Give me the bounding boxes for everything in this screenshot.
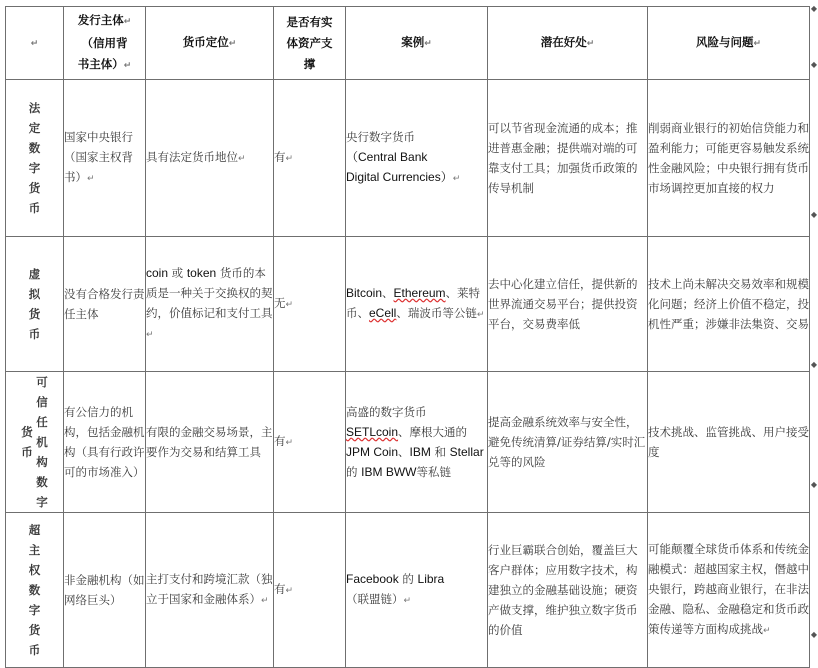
risks-text: 可能颠覆全球货币体系和传统金融模式：超越国家主权，僭越中央银行，跨越商业银行，在非法金融、隐私、金融稳定和货币政策传递等方面构成挑战 — [648, 542, 809, 636]
benefits-text: 行业巨霸联合创始，覆盖巨大客户群体；应用数字技术，构建独立的金融基础设施；硬资产做支撑，维护独立数字货币的价值 — [488, 543, 638, 637]
paragraph-mark: ↵ — [452, 174, 461, 184]
case-facebook: Facebook — [346, 572, 399, 586]
risks-cell — [648, 513, 810, 668]
header-issuer-line2: （信用背 — [81, 35, 128, 50]
case-bitcoin: Bitcoin — [346, 286, 383, 300]
positioning-text-or: 或 — [168, 266, 187, 280]
case-of: 的 — [398, 572, 418, 586]
row-label-virtual-currency — [6, 237, 64, 372]
case-ethereum: Ethereum — [393, 286, 446, 300]
issuer-cell — [64, 513, 146, 668]
header-positioning — [146, 7, 274, 80]
table-row — [6, 237, 810, 372]
paragraph-mark: ↵ — [123, 60, 132, 71]
case-and: 和 — [430, 445, 450, 459]
issuer-cell — [64, 237, 146, 372]
header-asset-backing-label: 是否有实体资产支撑 — [286, 14, 333, 71]
header-cases-label: 案例 — [401, 34, 425, 49]
issuer-text: 有公信力的机构，包括金融机构（具有行政许可的市场准入） — [64, 405, 145, 479]
risks-cell — [648, 80, 810, 237]
header-asset-backing — [274, 7, 346, 80]
positioning-text-token: token — [186, 266, 217, 280]
risks-text: 削弱商业银行的初始信贷能力和盈利能力；可能更容易触发系统性金融风险；中央银行拥有货币市场调控更加直接的权力 — [648, 121, 809, 195]
benefits-text: 去中心化建立信任，提供新的世界流通交易平台；提供投资平台，交易费率低 — [488, 277, 638, 331]
risks-cell — [648, 372, 810, 513]
asset-text: 有 — [274, 582, 286, 596]
paragraph-mark: ↵ — [123, 16, 132, 27]
case-of: 的 — [346, 465, 362, 479]
case-ibm: IBM — [409, 445, 431, 459]
asset-cell — [274, 237, 346, 372]
paragraph-mark: ↵ — [261, 596, 269, 606]
case-jpm-coin: JPM Coin — [346, 445, 399, 459]
header-cases — [346, 7, 488, 80]
benefits-cell — [488, 372, 648, 513]
case-litecoin: 、莱特币、 — [346, 286, 481, 320]
header-risks-label: 风险与问题 — [695, 34, 754, 49]
case-text-line3: Digital Currencies） — [346, 170, 453, 184]
case-consortium-chain: （联盟链） — [346, 592, 404, 606]
asset-cell — [274, 513, 346, 668]
case-cell — [346, 372, 488, 513]
table-row — [6, 372, 810, 513]
case-stellar: Stellar — [449, 445, 484, 459]
row-end-marker: ◆ — [810, 360, 817, 369]
benefits-cell — [488, 513, 648, 668]
paragraph-mark: ↵ — [238, 154, 246, 164]
row-end-marker: ◆ — [810, 480, 817, 489]
digital-currency-comparison-table — [5, 6, 810, 668]
case-libra: Libra — [417, 572, 445, 586]
case-sep: 、 — [382, 286, 394, 300]
case-cell — [346, 513, 488, 668]
asset-text: 有 — [274, 150, 286, 164]
paragraph-mark: ↵ — [228, 38, 237, 49]
benefits-text: 可以节省现金流通的成本；推进普惠金融；提供端对端的可靠支付工具；加强货币政策的传导机制 — [488, 121, 638, 195]
case-goldman: 高盛的数字货币 — [346, 405, 427, 419]
header-benefits-label: 潜在好处 — [540, 34, 587, 49]
table-row — [6, 513, 810, 668]
case-setlcoin: SETLcoin — [346, 425, 399, 439]
asset-text: 无 — [274, 296, 286, 310]
row-label-text: 虚拟货币 — [28, 267, 41, 341]
paragraph-mark: ↵ — [285, 438, 294, 448]
row-label-text-part1: 可信任机构数字 — [36, 375, 48, 509]
paragraph-mark: ↵ — [87, 174, 95, 184]
paragraph-mark: ↵ — [146, 330, 154, 340]
benefits-text: 提高金融系统效率与安全性，避免传统清算/证券结算/实时汇兑等的风险 — [488, 415, 646, 469]
case-cell — [346, 237, 488, 372]
issuer-text: 国家中央银行（国家主权背书） — [64, 130, 133, 184]
row-end-marker: ◆ — [810, 630, 817, 639]
case-ripple: 、瑞波币等公链 — [396, 306, 477, 320]
paragraph-mark: ↵ — [424, 38, 432, 49]
header-risks — [648, 7, 810, 80]
benefits-cell — [488, 237, 648, 372]
row-end-marker: ◆ — [810, 60, 817, 69]
positioning-text-coin: coin — [146, 266, 169, 280]
header-benefits — [488, 7, 648, 80]
row-label-text: 法定数字货币 — [28, 101, 41, 215]
benefits-cell — [488, 80, 648, 237]
table-header-row — [6, 7, 810, 80]
positioning-cell — [146, 80, 274, 237]
paragraph-mark: ↵ — [763, 626, 771, 636]
paragraph-mark: ↵ — [285, 154, 294, 164]
paragraph-mark: ↵ — [285, 586, 294, 596]
table-row — [6, 80, 810, 237]
row-end-marker: ◆ — [810, 210, 817, 219]
positioning-text: 有限的金融交易场景，主要作为交易和结算工具 — [146, 425, 273, 459]
case-private-chain: 等私链 — [416, 465, 451, 479]
header-issuer-line1: 发行主体 — [77, 12, 124, 27]
row-label-supra-sovereign-currency — [6, 513, 64, 668]
asset-cell — [274, 372, 346, 513]
paragraph-mark: ↵ — [403, 596, 412, 606]
issuer-text: 没有合格发行责任主体 — [64, 287, 145, 321]
header-issuer-line3: 书主体） — [77, 56, 124, 71]
case-text-line2: （Central Bank — [346, 150, 428, 164]
positioning-text: 具有法定货币地位 — [146, 150, 238, 164]
issuer-cell — [64, 80, 146, 237]
risks-text: 技术挑战、监管挑战、用户接受度 — [648, 425, 809, 459]
positioning-text: 主打支付和跨境汇款（独立于国家和金融体系） — [146, 572, 273, 606]
paragraph-mark: ↵ — [476, 310, 485, 320]
positioning-cell — [146, 237, 274, 372]
risks-cell — [648, 237, 810, 372]
positioning-cell — [146, 372, 274, 513]
case-sep: 、 — [398, 445, 410, 459]
asset-cell — [274, 80, 346, 237]
case-text-line1: 央行数字货币 — [346, 130, 415, 144]
header-blank-cell — [6, 7, 64, 80]
issuer-text: 非金融机构（如网络巨头） — [64, 573, 145, 607]
case-ecell: eCell — [369, 306, 397, 320]
paragraph-mark: ↵ — [753, 38, 762, 49]
header-positioning-label: 货币定位 — [182, 34, 229, 49]
header-issuer — [64, 7, 146, 80]
paragraph-mark: ↵ — [586, 38, 595, 49]
case-jpmorgan: 、摩根大通的 — [398, 425, 468, 439]
positioning-text-rest: 货币的本质是一种关于交换权的契约，价值标记和支付工具 — [146, 266, 273, 320]
row-label-text: 超主权数字货币 — [28, 523, 41, 657]
case-cell — [346, 80, 488, 237]
row-label-text-part2: 货币 — [21, 425, 33, 459]
case-ibm-bww: IBM BWW — [361, 465, 417, 479]
asset-text: 有 — [274, 434, 286, 448]
row-end-marker: ◆ — [810, 4, 817, 13]
row-label-legal-digital-currency — [6, 80, 64, 237]
issuer-cell — [64, 372, 146, 513]
row-label-trusted-institution-currency — [6, 372, 64, 513]
positioning-cell — [146, 513, 274, 668]
paragraph-mark: ↵ — [285, 300, 294, 310]
cell-end-mark: ↵ — [30, 38, 39, 49]
risks-text: 技术上尚未解决交易效率和规模化问题；经济上价值不稳定，投机性严重；涉嫌非法集资、交易 — [648, 277, 809, 331]
